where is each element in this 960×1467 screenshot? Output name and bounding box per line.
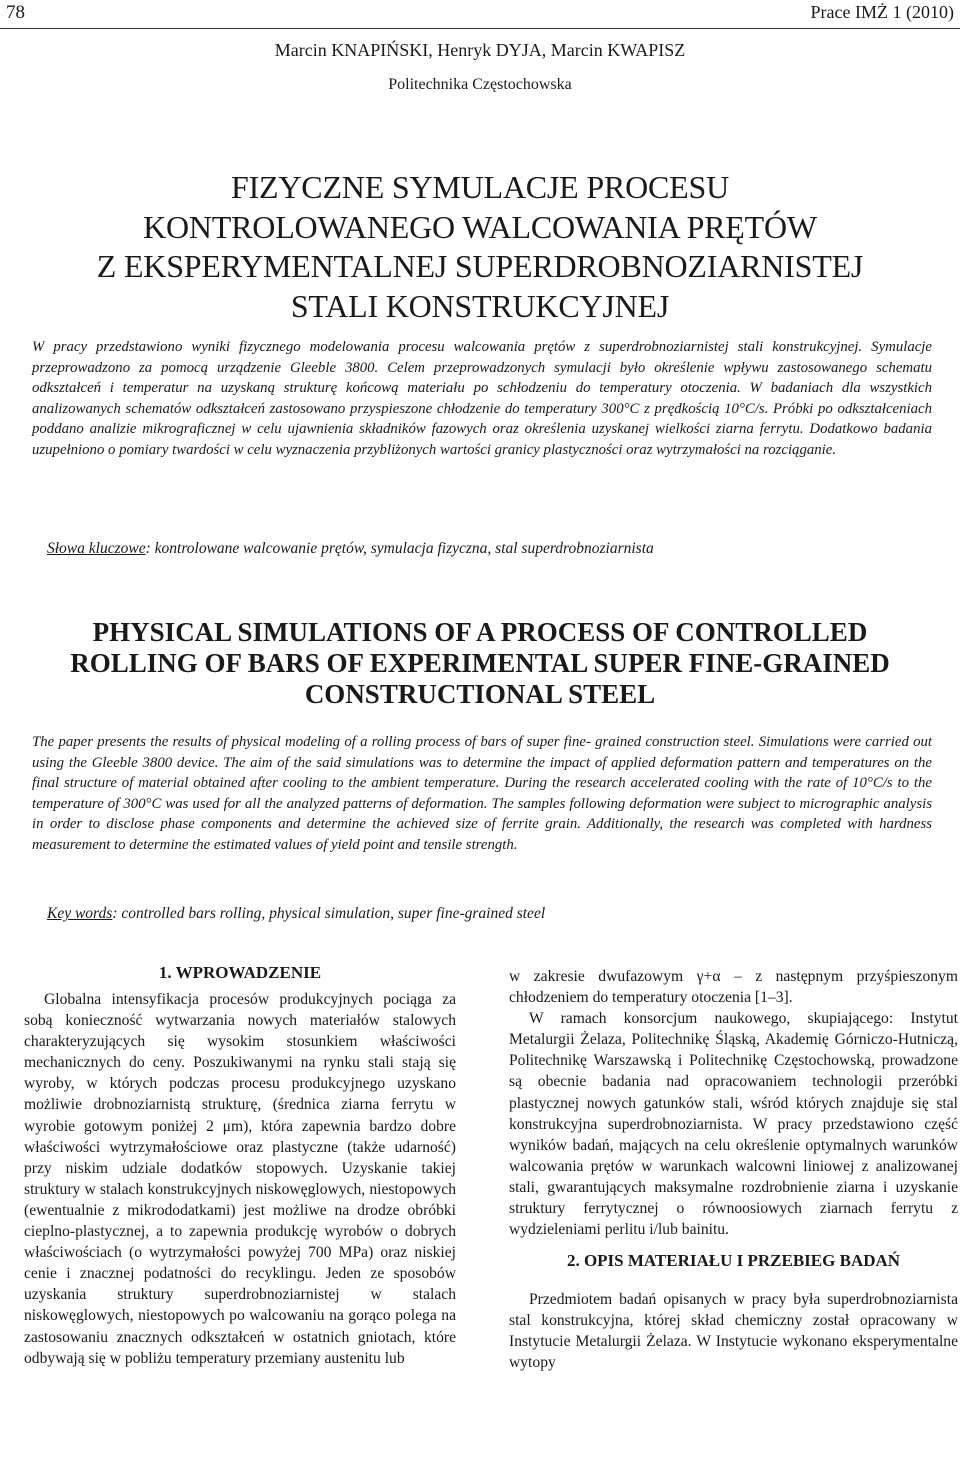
body-paragraph: Przedmiotem badań opisanych w pracy była superdrobnoziarnista stal konstrukcyjna, której skład chemiczny został opracowany w Instytucie Metalurgii Żelaza. W Instytucie wykonano eksperymentalne wytopy [509, 1291, 958, 1372]
abstract-polish: W pracy przedstawiono wyniki fizycznego modelowania procesu walcowania prętów z superdrobnoziarnistej stali konstrukcyjnej. Symulacje przeprowadzono za pomocą urządzenie Gleeble 3800. Celem przeprowadzonych symulacji było określenie wpływu zastosowanego schematu odkształceń i temperatur na uzyskaną strukturę końcową materiału po schłodzeniu do temperatury otoczenia. W badaniach dla wszystkich analizowanych schematów odkształceń zastosowano przyspieszone chłodzenie do temperatury 300°C z prędkością 10°C/s. Próbki po odkształceniach poddano analizie mikrograficznej w celu ujawnienia składników fazowych oraz określenia uzyskanej wielkości ziarna ferrytu. Dodatkowo badania uzupełniono o pomiary twardości w celu wyznaczenia przybliżonych wartości granicy plastyczności oraz wytrzymałości na rozciąganie. [32, 339, 932, 458]
title-english-line: CONSTRUCTIONAL STEEL [304, 679, 656, 709]
title-english [0, 617, 960, 710]
body-paragraph: W ramach konsorcjum naukowego, skupiającego: Instytut Metalurgii Żelaza, Politechnikę Śląską, Akademię Górniczo-Hutniczą, Politechnikę Warszawską i Politechnikę Częstochowską, prowadzone są obecnie badania nad opracowaniem technologii przeróbki plastycznej nowych gatunków stali, wśród których znajduje się stal konstrukcyjna superdrobnoziarnista. W pracy przedstawiono część wyników badań, mających na celu określenie optymalnych warunków walcowania prętów w warunkach walcowni liniowej z analizowanej stali, gwarantujących maksymalne rozdrobnienie ziarna i uzyskanie struktury ferrytycznej o równoosiowych ziarnach ferrytu z wydzieleniami perlitu i/lub bainitu. [509, 1010, 958, 1239]
affiliation: Politechnika Częstochowska [388, 76, 572, 93]
section-heading-introduction: 1. WPROWADZENIE [158, 963, 322, 982]
body-paragraph: Globalna intensyfikacja procesów produkcyjnych pociąga za sobą konieczność wytwarzania nowych materiałów stalowych charakteryzujących się wysokim stosunkiem właściwości mechanicznych do ceny. Poszukiwanymi na rynku stali stają się wyroby, w których podczas procesu produkcyjnego uzyskano możliwie drobnoziarnistą strukturę, (średnica ziarna ferrytu w wyrobie gotowym poniżej 2 μm), która zapewnia bardzo dobre właściwości wytrzymałościowe oraz plastyczne (także udarność) przy niskim udziale dodatków stopowych. Uzyskanie takiej struktury w stalach konstrukcyjnych niskowęglowych, niestopowych (ewentualnie z mikrododatkami) jest możliwe na drodze obróbki cieplno-plastycznej, a to zapewnia produkcję wyrobów o dobrych właściwościach (o wytrzymałości powyżej 700 MPa) oraz niskiej cenie i znacznej podatności do recyklingu. Jeden ze sposobów uzyskania struktury superdrobnoziarnistej w stalach niskowęglowych, niestopowych po walcowaniu na gorąco polega na zastosowaniu znacznych odkształceń w ostatnich gniotach, które odbywają się w pobliżu temperatury przemiany austenitu lub [24, 991, 456, 1367]
header-rule [0, 28, 960, 29]
title-polish-line: Z EKSPERYMENTALNEJ SUPERDROBNOZIARNISTEJ [96, 248, 864, 284]
body-column-left [24, 989, 456, 1369]
page-number: 78 [6, 2, 25, 23]
keywords-text: : controlled bars rolling, physical simulation, super fine-grained steel [112, 905, 546, 922]
title-polish-line: STALI KONSTRUKCYJNEJ [290, 287, 670, 324]
page-header [0, 0, 960, 28]
body-paragraph-continuation: w zakresie dwufazowym γ+α – z następnym przyśpieszonym chłodzeniem do temperatury otoczenia [1–3]. [509, 968, 958, 1007]
journal-reference: Prace IMŻ 1 (2010) [810, 2, 954, 22]
title-polish [0, 168, 960, 326]
keywords-text: : kontrolowane walcowanie prętów, symulacja fizyczna, stal superdrobnoziarnista [145, 540, 654, 557]
title-english-line: ROLLING OF BARS OF EXPERIMENTAL SUPER FINE-GRAINED [70, 648, 890, 678]
section-heading-materials: 2. OPIS MATERIAŁU I PRZEBIEG BADAŃ [566, 1251, 901, 1270]
keywords-label: Key words [47, 905, 113, 922]
body-column-right [509, 966, 958, 1240]
authors: Marcin KNAPIŃSKI, Henryk DYJA, Marcin KWAPISZ [274, 40, 686, 60]
abstract-english: The paper presents the results of physical modeling of a rolling process of bars of super fine- grained construction steel. Simulations were carried out using the Gleeble 3800 device. The aim of the said simulations was to determine the impact of applied deformation pattern and temperatures on the final structure of material obtained after cooling to the ambient temperature. During the research accelerated cooling with the rate of 10°C/s to the temperature of 300°C was used for all the analyzed patterns of deformation. The samples following deformation were subject to micrographic analysis in order to disclose phase components and determine the achieved size of ferrite grain. Additionally, the research was completed with hardness measurement to determine the estimated values of yield point and tensile strength. [32, 734, 932, 853]
title-english-line: PHYSICAL SIMULATIONS OF A PROCESS OF CONTROLLED [92, 617, 868, 647]
keywords-label: Słowa kluczowe [47, 540, 146, 557]
title-polish-line: KONTROLOWANEGO WALCOWANIA PRĘTÓW [143, 208, 817, 245]
keywords-polish [47, 540, 927, 558]
body-column-right-section2 [509, 1289, 958, 1373]
keywords-english [47, 905, 927, 923]
title-polish-line: FIZYCZNE SYMULACJE PROCESU [231, 169, 729, 205]
